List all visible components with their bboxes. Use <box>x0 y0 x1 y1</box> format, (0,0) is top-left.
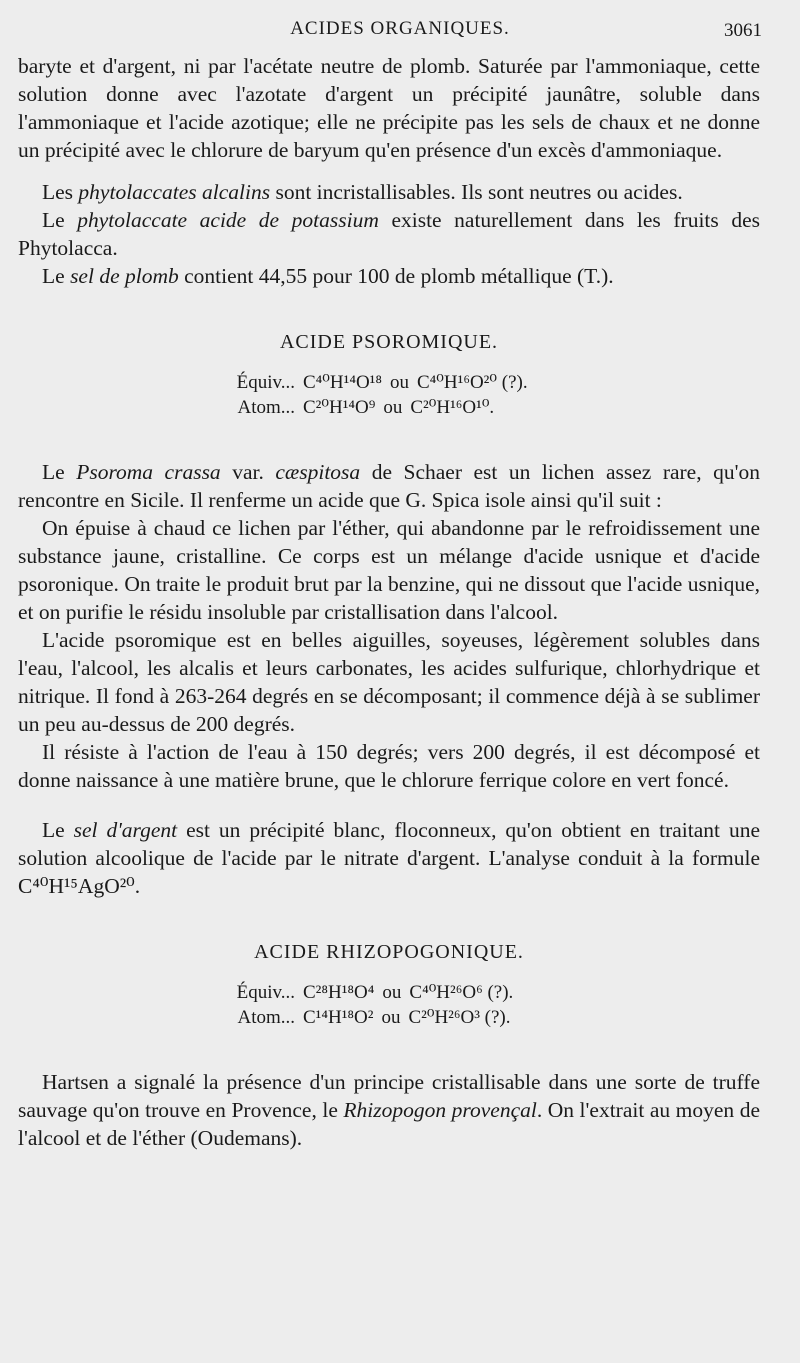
paragraph: Le sel d'argent est un précipité blanc, floconneux, qu'on obtient en traitant une solution alcoolique de l'acide par le nitrate d'argent. L'analyse conduit à la formule C⁴⁰H¹⁵AgO²⁰. <box>18 818 760 898</box>
section-title: ACIDE PSOROMIQUE. <box>279 331 499 353</box>
page-number: 3061 <box>724 20 762 41</box>
formula-row-atom: Atom... C¹⁴H¹⁸O² ou C²⁰H²⁶O³ (?). <box>237 1007 511 1028</box>
formula-block <box>209 980 569 1030</box>
formula-row-equiv: Équiv... C²⁸H¹⁸O⁴ ou C⁴⁰H²⁶O⁶ (?). <box>236 982 514 1003</box>
formula-block <box>209 370 569 420</box>
paragraph: L'acide psoromique est en belles aiguilles, soyeuses, légèrement solubles dans l'eau, l'alcool, les alcalis et leurs carbonates, les acides sulfurique, chlorhydrique et nitrique. Il fond à 263-264 degrés en se décomposant; il commence déjà à se sublimer un peu au-dessus de 200 degrés. <box>18 628 760 736</box>
paragraph: On épuise à chaud ce lichen par l'éther, qui abandonne par le refroidissement une substance jaune, cristalline. Ce corps est un mélange d'acide usnique et d'acide psoronique. On traite le produit brut par la benzine, qui ne dissout que l'acide usnique, et on purifie le résidu insoluble par cristallisation dans l'alcool. <box>18 516 760 624</box>
running-head <box>0 18 800 48</box>
formula-row-atom: Atom... C²⁰H¹⁴O⁹ ou C²⁰H¹⁶O¹⁰. <box>237 397 495 418</box>
section-title: ACIDE RHIZOPOGONIQUE. <box>254 941 524 963</box>
paragraph: Il résiste à l'action de l'eau à 150 degrés; vers 200 degrés, il est décomposé et donne naissance à une matière brune, que le chlorure ferrique colore en vert foncé. <box>18 740 760 792</box>
paragraph: baryte et d'argent, ni par l'acétate neutre de plomb. Saturée par l'ammoniaque, cette solution donne avec l'azotate d'argent un précipité jaunâtre, soluble dans l'ammoniaque et l'acide azotique; elle ne précipite pas les sels de chaux et ne donne un précipité avec le chlorure de baryum qu'en présence d'un excès d'ammoniaque. <box>18 54 760 162</box>
running-title: ACIDES ORGANIQUES. <box>290 18 510 39</box>
paragraph: Le sel de plomb contient 44,55 pour 100 de plomb métallique (T.). <box>42 264 614 288</box>
paragraph: Les phytolaccates alcalins sont incristallisables. Ils sont neutres ou acides. <box>42 180 683 204</box>
paragraph: Le Psoroma crassa var. cæspitosa de Schaer est un lichen assez rare, qu'on rencontre en Sicile. Il renferme un acide que G. Spica isole ainsi qu'il suit : <box>18 460 760 512</box>
body-text <box>18 52 760 1152</box>
paragraph: Le phytolaccate acide de potassium existe naturellement dans les fruits des Phytolacca. <box>18 208 760 260</box>
paragraph: Hartsen a signalé la présence d'un principe cristallisable dans une sorte de truffe sauvage qu'on trouve en Provence, le Rhizopogon provençal. On l'extrait au moyen de l'alcool et de l'éther (Oudemans). <box>18 1070 761 1150</box>
formula-row-equiv: Équiv... C⁴⁰H¹⁴O¹⁸ ou C⁴⁰H¹⁶O²⁰ (?). <box>236 372 528 393</box>
